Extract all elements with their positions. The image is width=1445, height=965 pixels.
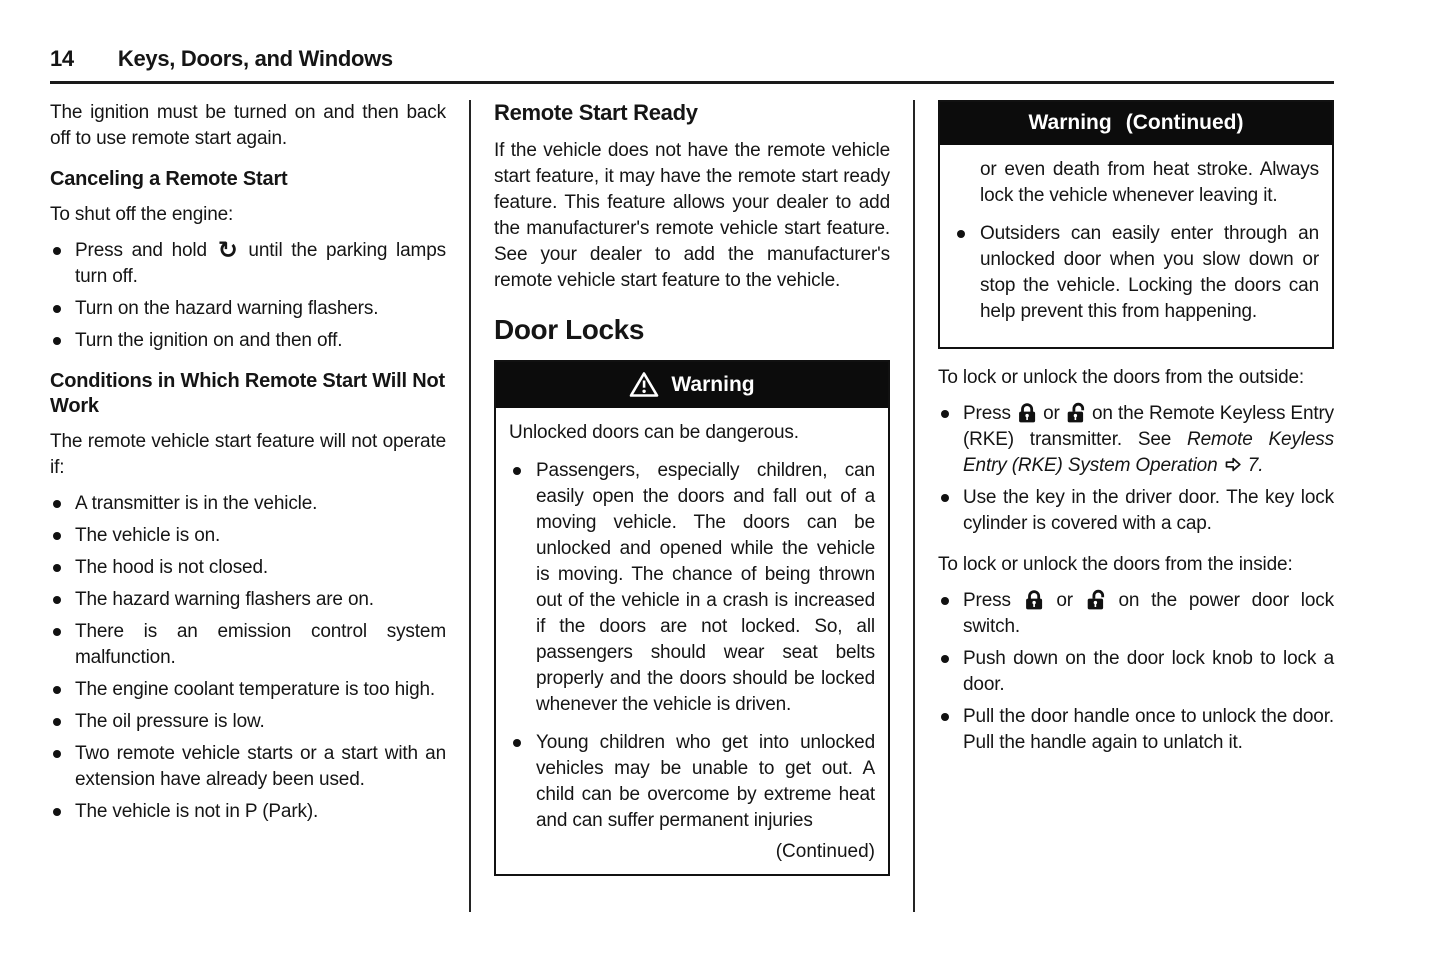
warning-continued-label: (Continued)	[1125, 111, 1244, 134]
column-divider	[913, 100, 915, 912]
step-text: until the parking lamps turn off.	[75, 240, 446, 287]
remote-start-ready-heading: Remote Start Ready	[494, 100, 698, 125]
list-item: Turn the ignition on and then off.	[50, 328, 446, 354]
warning-bullets	[509, 458, 875, 834]
conditions-heading: Conditions in Which Remote Start Will Not Work	[50, 370, 445, 417]
list-item: Use the key in the driver door. The key lock cylinder is covered with a cap.	[938, 485, 1334, 537]
step-text: or	[1043, 403, 1060, 424]
remote-start-ready-body: If the vehicle does not have the remote vehicle start feature, it may have the remote start ready feature. This feature allows your dealer to add the manufacturer's remote vehicle start feature. See your dealer to add the manufacturer's remote vehicle start feature to the vehicle.	[494, 140, 890, 291]
door-locks-heading: Door Locks	[494, 314, 645, 345]
list-item: The vehicle is not in P (Park).	[50, 799, 446, 825]
list-item: The hazard warning flashers are on.	[50, 587, 446, 613]
step-text: on the Remote Keyless Entry (RKE) transmitter. See	[963, 403, 1335, 450]
lock-icon	[1023, 589, 1045, 610]
list-item: The oil pressure is low.	[50, 709, 446, 735]
left-column	[50, 100, 446, 924]
cross-reference-title: Remote Keyless Entry (RKE) System Operation	[963, 429, 1334, 476]
lock-outside-lead: To lock or unlock the doors from the outside:	[938, 367, 1305, 388]
canceling-steps-list	[50, 238, 446, 354]
lock-inside-list	[938, 588, 1334, 756]
three-column-layout	[50, 100, 1334, 924]
step-text: on the power door lock switch.	[963, 590, 1334, 637]
list-item	[938, 588, 1334, 640]
list-item: The hood is not closed.	[50, 555, 446, 581]
conditions-list	[50, 491, 446, 825]
cross-reference-page: 7.	[1247, 455, 1264, 476]
warning-triangle-icon	[629, 371, 659, 398]
lock-inside-lead: To lock or unlock the doors from the inside:	[938, 554, 1293, 575]
remote-start-note: The ignition must be turned on and then back off to use remote start again.	[50, 102, 446, 149]
warning-intro: Unlocked doors can be dangerous.	[509, 422, 799, 443]
warning-box	[494, 360, 890, 876]
lock-outside-list	[938, 401, 1334, 537]
list-item: Outsiders can easily enter through an unlocked door when you slow down or stop the vehicle. Locking the doors can help prevent this from happening.	[953, 221, 1319, 325]
right-column	[938, 100, 1334, 924]
step-text: Press and hold	[75, 240, 207, 261]
list-item: The engine coolant temperature is too high.	[50, 677, 446, 703]
list-item	[938, 401, 1334, 479]
warning-box-body	[496, 408, 888, 874]
step-text: or	[1056, 590, 1073, 611]
column-divider	[469, 100, 471, 912]
lock-icon	[1016, 402, 1038, 423]
list-item: Turn on the hazard warning flashers.	[50, 296, 446, 322]
step-text: Press	[963, 403, 1011, 424]
warning-continued-bullets	[953, 221, 1319, 325]
warning-title: Warning	[1028, 111, 1112, 134]
warning-continued-box	[938, 100, 1334, 349]
step-text: Press	[963, 590, 1011, 611]
middle-column	[494, 100, 890, 924]
page-number: 14	[50, 46, 74, 71]
canceling-remote-start-heading: Canceling a Remote Start	[50, 168, 288, 190]
list-item: The vehicle is on.	[50, 523, 446, 549]
chapter-title: Keys, Doors, and Windows	[117, 46, 393, 71]
canceling-lead: To shut off the engine:	[50, 204, 234, 225]
warning-title: Warning	[671, 372, 755, 396]
unlock-icon	[1065, 402, 1087, 423]
list-item: Passengers, especially children, can easily open the doors and fall out of a moving vehicle. The doors can be unlocked and opened while the vehicle is moving. The chance of being thrown out of the vehicle in a crash is increased if the doors are not locked. So, all passengers should wear seat belts properly and the doors should be locked whenever the vehicle is driven.	[509, 458, 875, 718]
list-item: Two remote vehicle starts or a start with an extension have already been used.	[50, 741, 446, 793]
warning-continuation-text: or even death from heat stroke. Always lock the vehicle whenever leaving it.	[980, 159, 1319, 206]
continued-note: (Continued)	[775, 841, 875, 862]
page-reference-arrow-icon	[1225, 457, 1241, 472]
warning-continued-body	[940, 145, 1332, 347]
remote-start-icon: ↻	[217, 236, 238, 264]
list-item: A transmitter is in the vehicle.	[50, 491, 446, 517]
unlock-icon	[1085, 589, 1107, 610]
list-item	[50, 238, 446, 290]
list-item: There is an emission control system malfunction.	[50, 619, 446, 671]
list-item: Push down on the door lock knob to lock a door.	[938, 646, 1334, 698]
list-item: Pull the door handle once to unlock the door. Pull the handle again to unlatch it.	[938, 704, 1334, 756]
warning-continued-header	[940, 102, 1332, 145]
warning-box-header	[496, 362, 888, 408]
page-header	[50, 46, 1334, 84]
list-item: Young children who get into unlocked vehicles may be unable to get out. A child can be overcome by extreme heat and can suffer permanent injuries	[509, 730, 875, 834]
conditions-lead: The remote vehicle start feature will not operate if:	[50, 431, 446, 478]
